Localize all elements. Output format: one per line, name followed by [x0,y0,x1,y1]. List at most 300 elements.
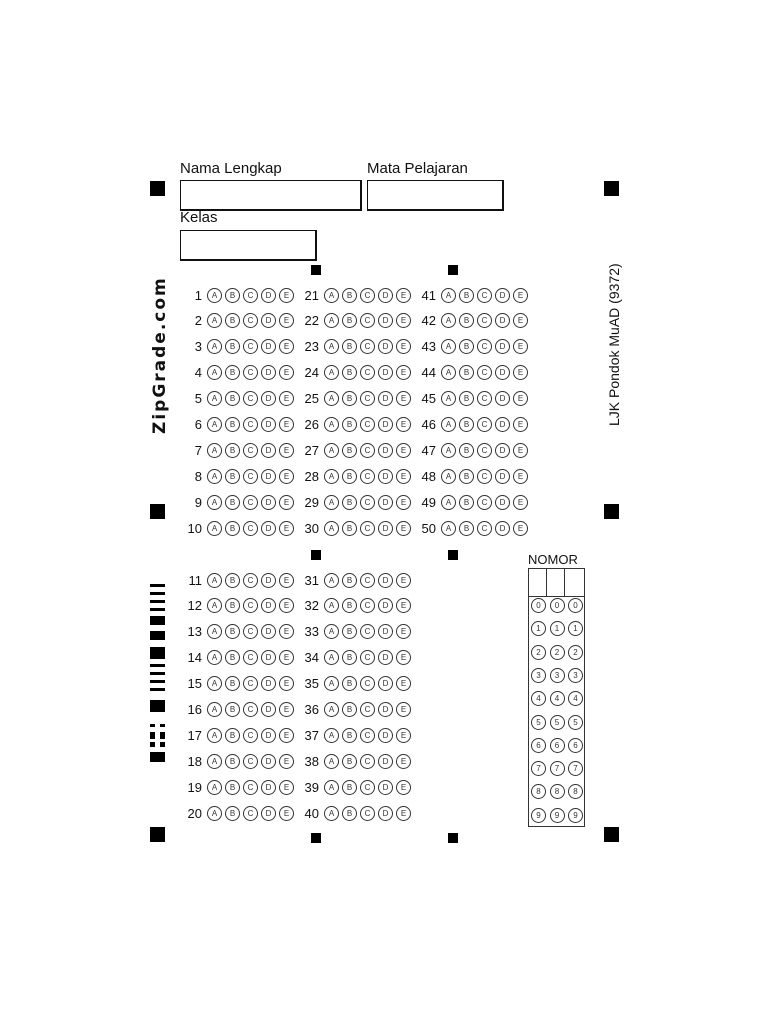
answer-bubble[interactable]: E [279,313,294,328]
answer-bubble[interactable]: A [207,702,222,717]
answer-bubble[interactable]: C [243,728,258,743]
answer-bubble[interactable]: A [324,313,339,328]
answer-bubble[interactable]: E [396,495,411,510]
answer-bubble[interactable]: E [279,417,294,432]
answer-bubble[interactable]: A [441,391,456,406]
answer-bubble[interactable]: B [225,365,240,380]
answer-bubble[interactable]: B [342,469,357,484]
answer-bubble[interactable]: E [396,391,411,406]
answer-bubble[interactable]: C [243,624,258,639]
answer-bubble[interactable]: A [324,288,339,303]
answer-bubble[interactable]: A [207,806,222,821]
nomor-bubble[interactable]: 0 [568,598,583,613]
answer-bubble[interactable]: B [459,417,474,432]
answer-bubble[interactable]: E [396,313,411,328]
answer-bubble[interactable]: E [279,469,294,484]
answer-bubble[interactable]: C [360,676,375,691]
answer-bubble[interactable]: D [261,754,276,769]
answer-bubble[interactable]: B [342,806,357,821]
answer-bubble[interactable]: D [261,676,276,691]
answer-bubble[interactable]: E [396,806,411,821]
answer-bubble[interactable]: D [378,417,393,432]
nomor-bubble[interactable]: 7 [550,761,565,776]
answer-bubble[interactable]: B [342,702,357,717]
nomor-bubble[interactable]: 8 [550,784,565,799]
answer-bubble[interactable]: E [396,573,411,588]
nomor-bubble[interactable]: 8 [568,784,583,799]
answer-bubble[interactable]: C [243,806,258,821]
answer-bubble[interactable]: B [342,313,357,328]
answer-bubble[interactable]: A [207,754,222,769]
answer-bubble[interactable]: B [342,650,357,665]
question-row [297,520,411,536]
answer-bubble[interactable]: C [360,288,375,303]
answer-bubble[interactable]: E [396,365,411,380]
answer-bubble[interactable]: C [243,521,258,536]
answer-bubble[interactable]: C [477,495,492,510]
answer-bubble[interactable]: B [342,676,357,691]
answer-bubble[interactable]: E [513,365,528,380]
nomor-bubble[interactable]: 1 [568,621,583,636]
answer-bubble[interactable]: D [261,598,276,613]
answer-bubble[interactable]: C [243,339,258,354]
answer-bubble[interactable]: D [378,650,393,665]
answer-bubble[interactable]: A [324,391,339,406]
answer-bubble[interactable]: C [243,754,258,769]
answer-bubble[interactable]: D [261,313,276,328]
answer-bubble[interactable]: B [342,443,357,458]
answer-bubble[interactable]: E [396,288,411,303]
answer-bubble[interactable]: E [513,391,528,406]
answer-bubble[interactable]: A [207,624,222,639]
nomor-bubble[interactable]: 0 [550,598,565,613]
answer-bubble[interactable]: B [342,624,357,639]
answer-bubble[interactable]: E [396,754,411,769]
answer-bubble[interactable]: E [513,443,528,458]
answer-bubble[interactable]: D [378,573,393,588]
answer-bubble[interactable]: E [279,573,294,588]
answer-bubble[interactable]: D [495,495,510,510]
answer-bubble[interactable]: B [225,469,240,484]
nomor-bubble[interactable]: 2 [550,645,565,660]
nomor-bubble[interactable]: 6 [568,738,583,753]
nomor-bubble[interactable]: 3 [531,668,546,683]
answer-bubble[interactable]: E [396,728,411,743]
question-number: 2 [194,313,202,329]
answer-bubble[interactable]: C [360,417,375,432]
answer-bubble[interactable]: A [324,573,339,588]
answer-bubble[interactable]: A [207,573,222,588]
nomor-bubble[interactable]: 2 [568,645,583,660]
answer-bubble[interactable]: B [459,313,474,328]
answer-bubble[interactable]: C [243,702,258,717]
nomor-bubble[interactable]: 3 [568,668,583,683]
answer-bubble[interactable]: D [261,624,276,639]
answer-bubble[interactable]: A [441,443,456,458]
answer-bubble[interactable]: A [324,754,339,769]
answer-bubble[interactable]: A [441,417,456,432]
answer-bubble[interactable]: D [378,598,393,613]
answer-bubble[interactable]: C [360,313,375,328]
answer-bubble[interactable]: C [477,521,492,536]
answer-bubble[interactable]: D [495,365,510,380]
answer-bubble[interactable]: A [207,728,222,743]
answer-bubble[interactable]: B [459,469,474,484]
answer-bubble[interactable]: B [342,339,357,354]
answer-bubble[interactable]: E [513,417,528,432]
answer-bubble[interactable]: D [378,443,393,458]
question-row [180,494,294,510]
barcode-bar [150,672,165,675]
answer-bubble[interactable]: A [441,521,456,536]
question-number: 32 [304,598,319,614]
answer-bubble[interactable]: B [342,728,357,743]
answer-bubble[interactable]: D [378,469,393,484]
question-number: 12 [187,598,202,614]
answer-bubble[interactable]: A [207,598,222,613]
answer-bubble[interactable]: C [360,365,375,380]
answer-bubble[interactable]: B [342,521,357,536]
answer-bubble[interactable]: E [396,624,411,639]
answer-bubble[interactable]: C [243,650,258,665]
name-field[interactable] [180,180,362,211]
answer-bubble[interactable]: A [207,391,222,406]
answer-bubble[interactable]: C [477,443,492,458]
answer-bubble[interactable]: D [261,288,276,303]
nomor-bubble[interactable]: 5 [531,715,546,730]
answer-bubble[interactable]: A [207,676,222,691]
answer-bubble[interactable]: D [261,469,276,484]
answer-bubble[interactable]: C [360,495,375,510]
answer-bubble[interactable]: A [324,469,339,484]
answer-bubble[interactable]: A [207,443,222,458]
answer-bubble[interactable]: E [279,650,294,665]
answer-bubble[interactable]: A [324,521,339,536]
answer-bubble[interactable]: C [360,650,375,665]
answer-bubble[interactable]: D [495,443,510,458]
answer-bubble[interactable]: B [225,650,240,665]
answer-bubble[interactable]: E [513,469,528,484]
question-number: 46 [421,417,436,432]
nomor-bubble[interactable]: 9 [568,808,583,823]
answer-bubble[interactable]: B [342,598,357,613]
answer-bubble[interactable]: C [243,417,258,432]
answer-bubble[interactable]: A [324,417,339,432]
answer-bubble[interactable]: D [378,391,393,406]
answer-bubble[interactable]: A [324,443,339,458]
answer-bubble[interactable]: A [324,495,339,510]
answer-bubble[interactable]: D [261,728,276,743]
answer-bubble[interactable]: E [513,521,528,536]
answer-bubble[interactable]: C [477,391,492,406]
nomor-bubble[interactable]: 2 [531,645,546,660]
answer-bubble[interactable]: E [279,443,294,458]
nomor-bubble[interactable]: 3 [550,668,565,683]
answer-bubble[interactable]: B [225,676,240,691]
answer-bubble[interactable]: D [378,288,393,303]
question-number: 31 [304,572,319,588]
answer-bubble[interactable]: B [225,780,240,795]
answer-bubble[interactable]: E [396,443,411,458]
answer-bubble[interactable]: C [477,339,492,354]
answer-bubble[interactable]: D [261,702,276,717]
answer-bubble[interactable]: B [459,365,474,380]
answer-bubble[interactable]: D [261,339,276,354]
answer-bubble[interactable]: C [360,624,375,639]
answer-bubble[interactable]: B [459,288,474,303]
answer-bubble[interactable]: A [207,365,222,380]
answer-bubble[interactable]: B [225,288,240,303]
answer-bubble[interactable]: C [243,598,258,613]
answer-bubble[interactable]: D [261,780,276,795]
answer-bubble[interactable]: D [378,495,393,510]
answer-bubble[interactable]: D [378,780,393,795]
answer-bubble[interactable]: C [477,288,492,303]
answer-bubble[interactable]: B [225,806,240,821]
answer-bubble[interactable]: E [396,598,411,613]
nomor-bubble[interactable]: 6 [550,738,565,753]
answer-bubble[interactable]: D [378,521,393,536]
answer-bubble[interactable]: A [441,288,456,303]
answer-bubble[interactable]: D [261,365,276,380]
answer-bubble[interactable]: C [477,417,492,432]
answer-bubble[interactable]: C [360,702,375,717]
answer-bubble[interactable]: C [477,313,492,328]
answer-bubble[interactable]: D [261,650,276,665]
answer-bubble[interactable]: B [225,339,240,354]
answer-bubble[interactable]: E [396,702,411,717]
nomor-bubble[interactable]: 9 [550,808,565,823]
answer-bubble[interactable]: D [495,313,510,328]
answer-bubble[interactable]: C [243,365,258,380]
answer-bubble[interactable]: C [243,313,258,328]
answer-bubble[interactable]: D [378,754,393,769]
answer-bubble[interactable]: C [360,754,375,769]
answer-bubble[interactable]: E [396,676,411,691]
answer-bubble[interactable]: D [495,521,510,536]
answer-bubble[interactable]: D [378,624,393,639]
answer-bubble[interactable]: D [261,521,276,536]
answer-bubble[interactable]: C [360,469,375,484]
answer-bubble[interactable]: B [225,624,240,639]
answer-bubble[interactable]: C [243,573,258,588]
answer-bubble[interactable]: D [378,702,393,717]
nomor-bubble[interactable]: 4 [550,691,565,706]
answer-bubble[interactable]: E [396,469,411,484]
answer-bubble[interactable]: A [207,417,222,432]
answer-bubble[interactable]: E [279,806,294,821]
answer-bubble[interactable]: C [243,469,258,484]
answer-bubble[interactable]: C [360,521,375,536]
answer-bubble[interactable]: A [324,676,339,691]
answer-bubble[interactable]: A [324,780,339,795]
answer-bubble[interactable]: A [441,365,456,380]
answer-bubble[interactable]: D [495,391,510,406]
nomor-bubble[interactable]: 7 [531,761,546,776]
answer-bubble[interactable]: B [225,754,240,769]
nomor-bubble[interactable]: 5 [568,715,583,730]
answer-bubble[interactable]: D [261,495,276,510]
answer-bubble[interactable]: B [342,391,357,406]
answer-bubble[interactable]: E [279,391,294,406]
answer-bubble[interactable]: B [459,521,474,536]
answer-bubble[interactable]: B [459,443,474,458]
barcode-bar [150,700,165,712]
nomor-bubble[interactable]: 4 [531,691,546,706]
answer-bubble[interactable]: E [279,702,294,717]
answer-bubble[interactable]: D [261,391,276,406]
answer-bubble[interactable]: C [360,598,375,613]
answer-bubble[interactable]: A [324,365,339,380]
answer-bubble[interactable]: E [279,339,294,354]
answer-bubble[interactable]: E [279,728,294,743]
nomor-bubble[interactable]: 9 [531,808,546,823]
answer-bubble[interactable]: A [324,339,339,354]
class-field[interactable] [180,230,317,261]
answer-bubble[interactable]: E [279,780,294,795]
answer-bubble[interactable]: C [360,806,375,821]
answer-bubble[interactable]: B [342,573,357,588]
answer-bubble[interactable]: C [360,780,375,795]
answer-bubble[interactable]: A [441,495,456,510]
answer-bubble[interactable]: B [459,391,474,406]
answer-bubble[interactable]: A [324,702,339,717]
answer-bubble[interactable]: A [207,339,222,354]
answer-bubble[interactable]: B [459,339,474,354]
answer-bubble[interactable]: E [513,313,528,328]
answer-bubble[interactable]: D [378,313,393,328]
nomor-label: NOMOR [528,552,578,567]
answer-bubble[interactable]: B [459,495,474,510]
answer-bubble[interactable]: A [324,598,339,613]
nomor-bubble[interactable]: 0 [531,598,546,613]
answer-bubble[interactable]: C [243,443,258,458]
registration-mark [604,181,619,196]
answer-bubble[interactable]: B [225,417,240,432]
answer-bubble[interactable]: E [279,365,294,380]
answer-bubble[interactable]: A [207,521,222,536]
answer-bubble[interactable]: E [396,521,411,536]
answer-bubble[interactable]: D [378,339,393,354]
nomor-bubble[interactable]: 1 [550,621,565,636]
answer-bubble[interactable]: D [261,417,276,432]
answer-bubble[interactable]: A [207,469,222,484]
answer-bubble[interactable]: E [396,417,411,432]
answer-bubble[interactable]: D [378,676,393,691]
answer-bubble[interactable]: E [279,624,294,639]
answer-bubble[interactable]: E [279,676,294,691]
answer-bubble[interactable]: A [324,728,339,743]
answer-bubble[interactable]: E [513,339,528,354]
answer-bubble[interactable]: B [225,598,240,613]
answer-bubble[interactable]: D [378,806,393,821]
answer-bubble[interactable]: B [225,573,240,588]
subject-field[interactable] [367,180,504,211]
answer-bubble[interactable]: A [324,650,339,665]
answer-bubble[interactable]: C [477,469,492,484]
answer-bubble[interactable]: B [342,417,357,432]
answer-bubble[interactable]: B [342,495,357,510]
answer-bubble[interactable]: A [207,780,222,795]
nomor-bubble[interactable]: 6 [531,738,546,753]
answer-bubble[interactable]: C [360,443,375,458]
answer-bubble[interactable]: B [225,728,240,743]
nomor-bubble[interactable]: 7 [568,761,583,776]
answer-bubble[interactable]: A [324,624,339,639]
answer-bubble[interactable]: D [495,469,510,484]
answer-bubble[interactable]: C [243,391,258,406]
answer-bubble[interactable]: A [441,339,456,354]
answer-bubble[interactable]: B [225,443,240,458]
question-row [297,650,411,666]
answer-bubble[interactable]: B [342,780,357,795]
answer-bubble[interactable]: C [360,391,375,406]
answer-bubble[interactable]: B [342,288,357,303]
question-row [180,417,294,433]
answer-bubble[interactable]: D [261,443,276,458]
answer-bubble[interactable]: E [279,754,294,769]
answer-bubble[interactable]: E [279,495,294,510]
answer-bubble[interactable]: D [261,806,276,821]
answer-bubble[interactable]: E [279,521,294,536]
answer-bubble[interactable]: C [477,365,492,380]
answer-bubble[interactable]: B [342,754,357,769]
answer-bubble[interactable]: D [495,288,510,303]
answer-bubble[interactable]: A [441,313,456,328]
nomor-bubble[interactable]: 1 [531,621,546,636]
answer-bubble[interactable]: C [360,573,375,588]
nomor-bubble[interactable]: 5 [550,715,565,730]
answer-bubble[interactable]: B [225,391,240,406]
answer-bubble[interactable]: E [396,339,411,354]
answer-bubble[interactable]: B [225,313,240,328]
answer-bubble[interactable]: C [243,780,258,795]
answer-bubble[interactable]: A [441,469,456,484]
answer-bubble[interactable]: A [207,650,222,665]
barcode-bar [150,592,165,595]
nomor-bubble[interactable]: 4 [568,691,583,706]
answer-bubble[interactable]: D [495,339,510,354]
answer-bubble[interactable]: C [360,339,375,354]
answer-bubble[interactable]: D [495,417,510,432]
answer-bubble[interactable]: B [342,365,357,380]
nomor-bubble[interactable]: 8 [531,784,546,799]
answer-bubble[interactable]: D [378,728,393,743]
answer-bubble[interactable]: A [207,495,222,510]
answer-bubble[interactable]: E [279,598,294,613]
answer-bubble[interactable]: C [243,676,258,691]
answer-bubble[interactable]: E [396,780,411,795]
answer-bubble[interactable]: C [243,495,258,510]
answer-bubble[interactable]: E [279,288,294,303]
answer-bubble[interactable]: C [243,288,258,303]
answer-bubble[interactable]: E [513,495,528,510]
answer-bubble[interactable]: A [207,288,222,303]
answer-bubble[interactable]: B [225,521,240,536]
question-row [297,442,411,458]
answer-bubble[interactable]: B [225,495,240,510]
answer-bubble[interactable]: D [378,365,393,380]
answer-bubble[interactable]: E [396,650,411,665]
answer-bubble[interactable]: B [225,702,240,717]
subject-label: Mata Pelajaran [367,160,468,177]
answer-bubble[interactable]: E [513,288,528,303]
answer-bubble[interactable]: A [207,313,222,328]
class-label: Kelas [180,209,218,226]
answer-bubble[interactable]: C [360,728,375,743]
answer-bubble[interactable]: D [261,573,276,588]
answer-bubble[interactable]: A [324,806,339,821]
